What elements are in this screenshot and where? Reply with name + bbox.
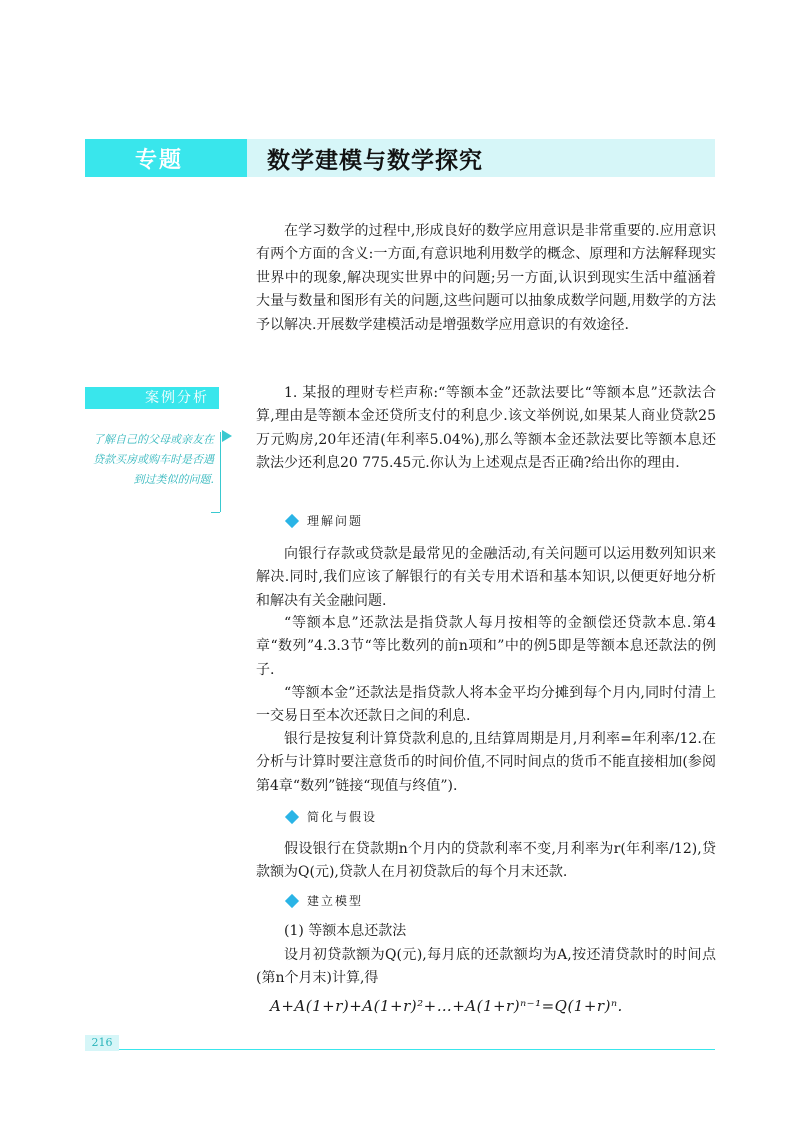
model-paragraph: 设月初贷款额为Q(元),每月底的还款额均为A,按还清贷款时的时间点(第n个月末)计算,得	[256, 947, 716, 987]
understand-paragraph-1: 向银行存款或贷款是最常见的金融活动,有关问题可以运用数列知识来解决.同时,我们应该了解银行的有关专用术语和基本知识,以便更好地分析和解决有关金融问题.	[256, 546, 716, 609]
understand-paragraph-2: “等额本息”还款法是指贷款人每月按相等的金额偿还贷款本息.第4章“数列”4.3.3节“等比数列的前n项和”中的例5即是等额本息还款法的例子.	[256, 615, 716, 678]
page-number: 216	[85, 1035, 119, 1051]
understand-paragraph-3: “等额本金”还款法是指贷款人将本金平均分摊到每个月内,同时付清上一交易日至本次还款日之间的利息.	[256, 685, 716, 725]
side-note-bracket-foot	[211, 512, 220, 513]
section-understand-label: 理解问题	[307, 514, 364, 528]
side-note-bracket	[220, 432, 221, 512]
chapter-header	[85, 139, 715, 177]
section-simplify	[287, 808, 377, 825]
problem-paragraph: 1. 某报的理财专栏声称:“等额本金”还款法要比“等额本息”还款法合算,理由是等额本金还贷所支付的利息少.该文举例说,如果某人商业贷款25万元购房,20年还清(年利率5.04%),那么等额本金还款法要比等额本息还款法少还利息20 775.45元.你认为上述观点是否正确?给出你的理由.	[256, 385, 716, 472]
model-subheading: (1) 等额本息还款法	[284, 923, 407, 939]
header-title: 数学建模与数学探究	[247, 139, 715, 177]
intro-paragraph: 在学习数学的过程中,形成良好的数学应用意识是非常重要的.应用意识有两个方面的含义:一方面,有意识地利用数学的概念、原理和方法解释现实世界中的现象,解决现实世界中的问题;另一方面,认识到现实生活中蕴涵着大量与数量和图形有关的问题,这些问题可以抽象成数学问题,用数学的方法予以解决.开展数学建模活动是增强数学应用意识的有效途径.	[256, 223, 716, 333]
pointer-triangle-icon	[222, 430, 232, 442]
formula: A+A(1+r)+A(1+r)²+…+A(1+r)ⁿ⁻¹=Q(1+r)ⁿ.	[270, 997, 623, 1015]
case-analysis-label: 案例分析	[85, 387, 219, 409]
section-model-label: 建立模型	[307, 894, 364, 908]
simplify-paragraph: 假设银行在贷款期n个月内的贷款利率不变,月利率为r(年利率/12),贷款额为Q(元),贷款人在月初贷款后的每个月末还款.	[256, 841, 716, 881]
understand-paragraph-4: 银行是按复利计算贷款利息的,且结算周期是月,月利率=年利率/12.在分析与计算时要注意货币的时间价值,不同时间点的货币不能直接相加(参阅第4章“数列”链接“现值与终值”).	[256, 731, 716, 794]
section-simplify-label: 简化与假设	[307, 810, 378, 824]
section-understand	[287, 512, 363, 529]
diamond-bullet-icon	[285, 513, 299, 527]
side-note: 了解自己的父母或亲友在贷款买房或购车时是否遇到过类似的问题.	[93, 433, 214, 486]
diamond-bullet-icon	[285, 893, 299, 907]
header-tag: 专题	[85, 139, 247, 177]
footer-rule	[85, 1049, 715, 1050]
diamond-bullet-icon	[285, 809, 299, 823]
section-model	[287, 892, 363, 909]
